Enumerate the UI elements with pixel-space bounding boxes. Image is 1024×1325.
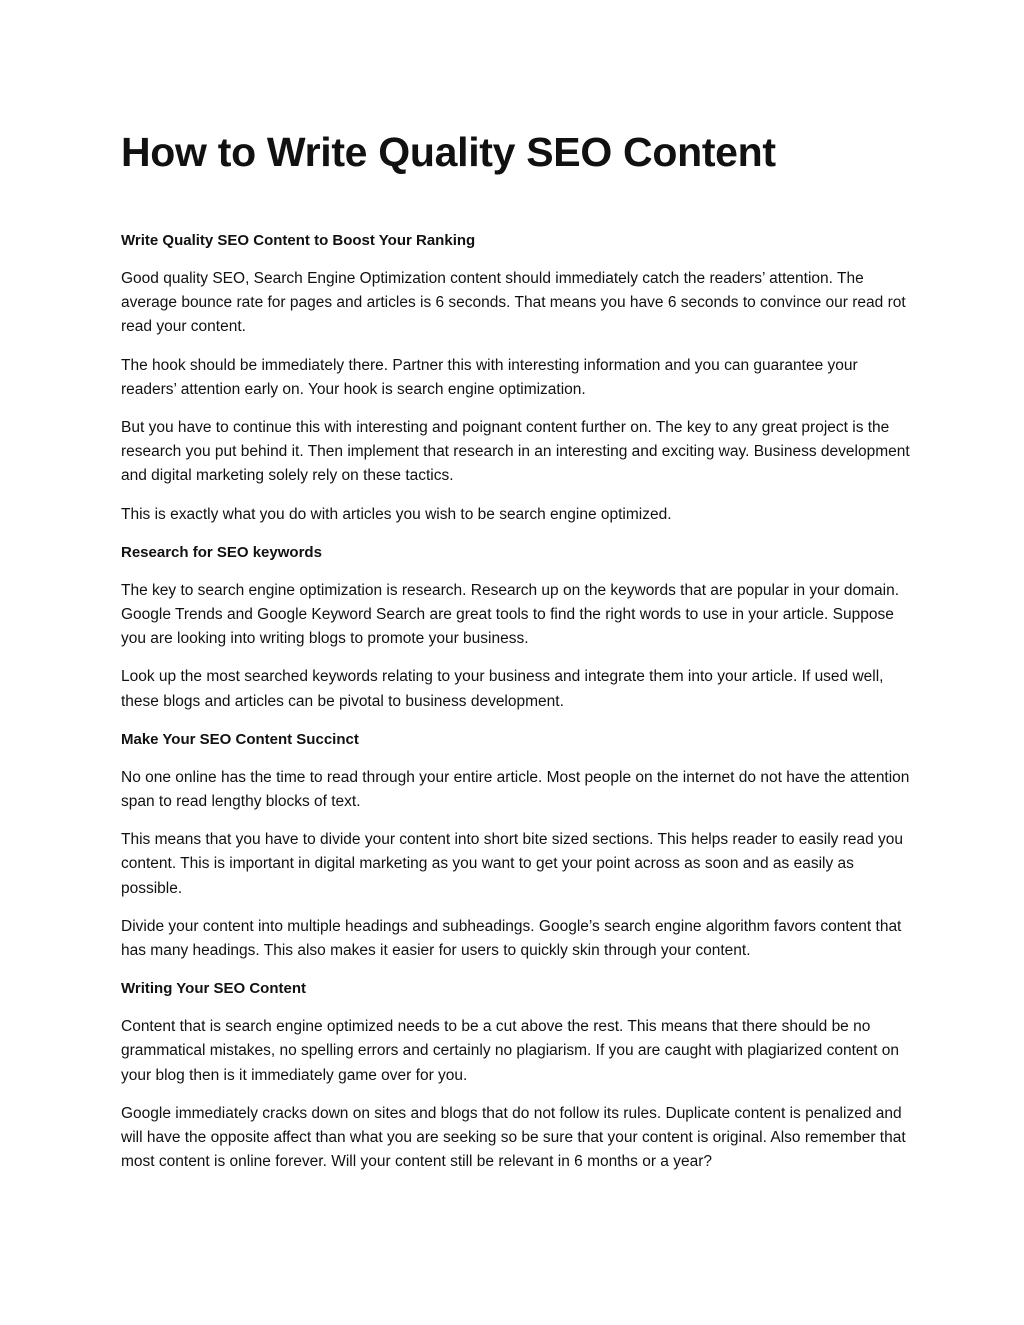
paragraph: Look up the most searched keywords relating to your business and integrate them into your article. If used well, these blogs and articles can be pivotal to business development.	[121, 668, 884, 710]
paragraph: The key to search engine optimization is research. Research up on the keywords that are popular in your domain. Google Trends and Google Keyword Search are great tools to find the right words to use in your article. Suppose you are looking into writing blogs to promote your business.	[121, 581, 900, 648]
section-heading: Writing Your SEO Content	[121, 980, 306, 998]
paragraph: Divide your content into multiple headings and subheadings. Google’s search engine algorithm favors content that has many headings. This also makes it easier for users to quickly skin through your content.	[121, 917, 902, 960]
section-heading: Write Quality SEO Content to Boost Your Ranking	[121, 232, 476, 249]
paragraph: Good quality SEO, Search Engine Optimization content should immediately catch the readers’ attention. The average bounce rate for pages and articles is 6 seconds. That means you have 6 seconds to convince our read rot read your content.	[121, 270, 906, 336]
document-title: How to Write Quality SEO Content	[121, 129, 776, 175]
paragraph: This is exactly what you do with articles you wish to be search engine optimized.	[121, 505, 672, 523]
section-heading: Make Your SEO Content Succinct	[121, 730, 359, 748]
paragraph: This means that you have to divide your content into short bite sized sections. This helps reader to easily read you content. This is important in digital marketing as you want to get your point across as soon and as easily as possible.	[121, 831, 904, 897]
paragraph: No one online has the time to read through your entire article. Most people on the internet do not have the attention span to read lengthy blocks of text.	[121, 768, 910, 811]
paragraph: But you have to continue this with interesting and poignant content further on. The key to any great project is the research you put behind it. Then implement that research in an interesting and exciting way. Business development and digital marketing solely rely on these tactics.	[121, 419, 910, 485]
document-page	[121, 124, 911, 1188]
paragraph: The hook should be immediately there. Partner this with interesting information and you can guarantee your readers’ attention early on. Your hook is search engine optimization.	[121, 356, 858, 398]
section-heading: Research for SEO keywords	[121, 543, 322, 561]
paragraph: Google immediately cracks down on sites and blogs that do not follow its rules. Duplicate content is penalized and will have the opposite affect than what you are seeking so be sure that your content is original. Also remember that most content is online forever. Will your content still be relevant in 6 months or a year?	[121, 1104, 906, 1171]
paragraph: Content that is search engine optimized needs to be a cut above the rest. This means that there should be no grammatical mistakes, no spelling errors and certainly no plagiarism. If you are caught with plagiarized content on your blog then is it immediately game over for you.	[121, 1018, 899, 1084]
